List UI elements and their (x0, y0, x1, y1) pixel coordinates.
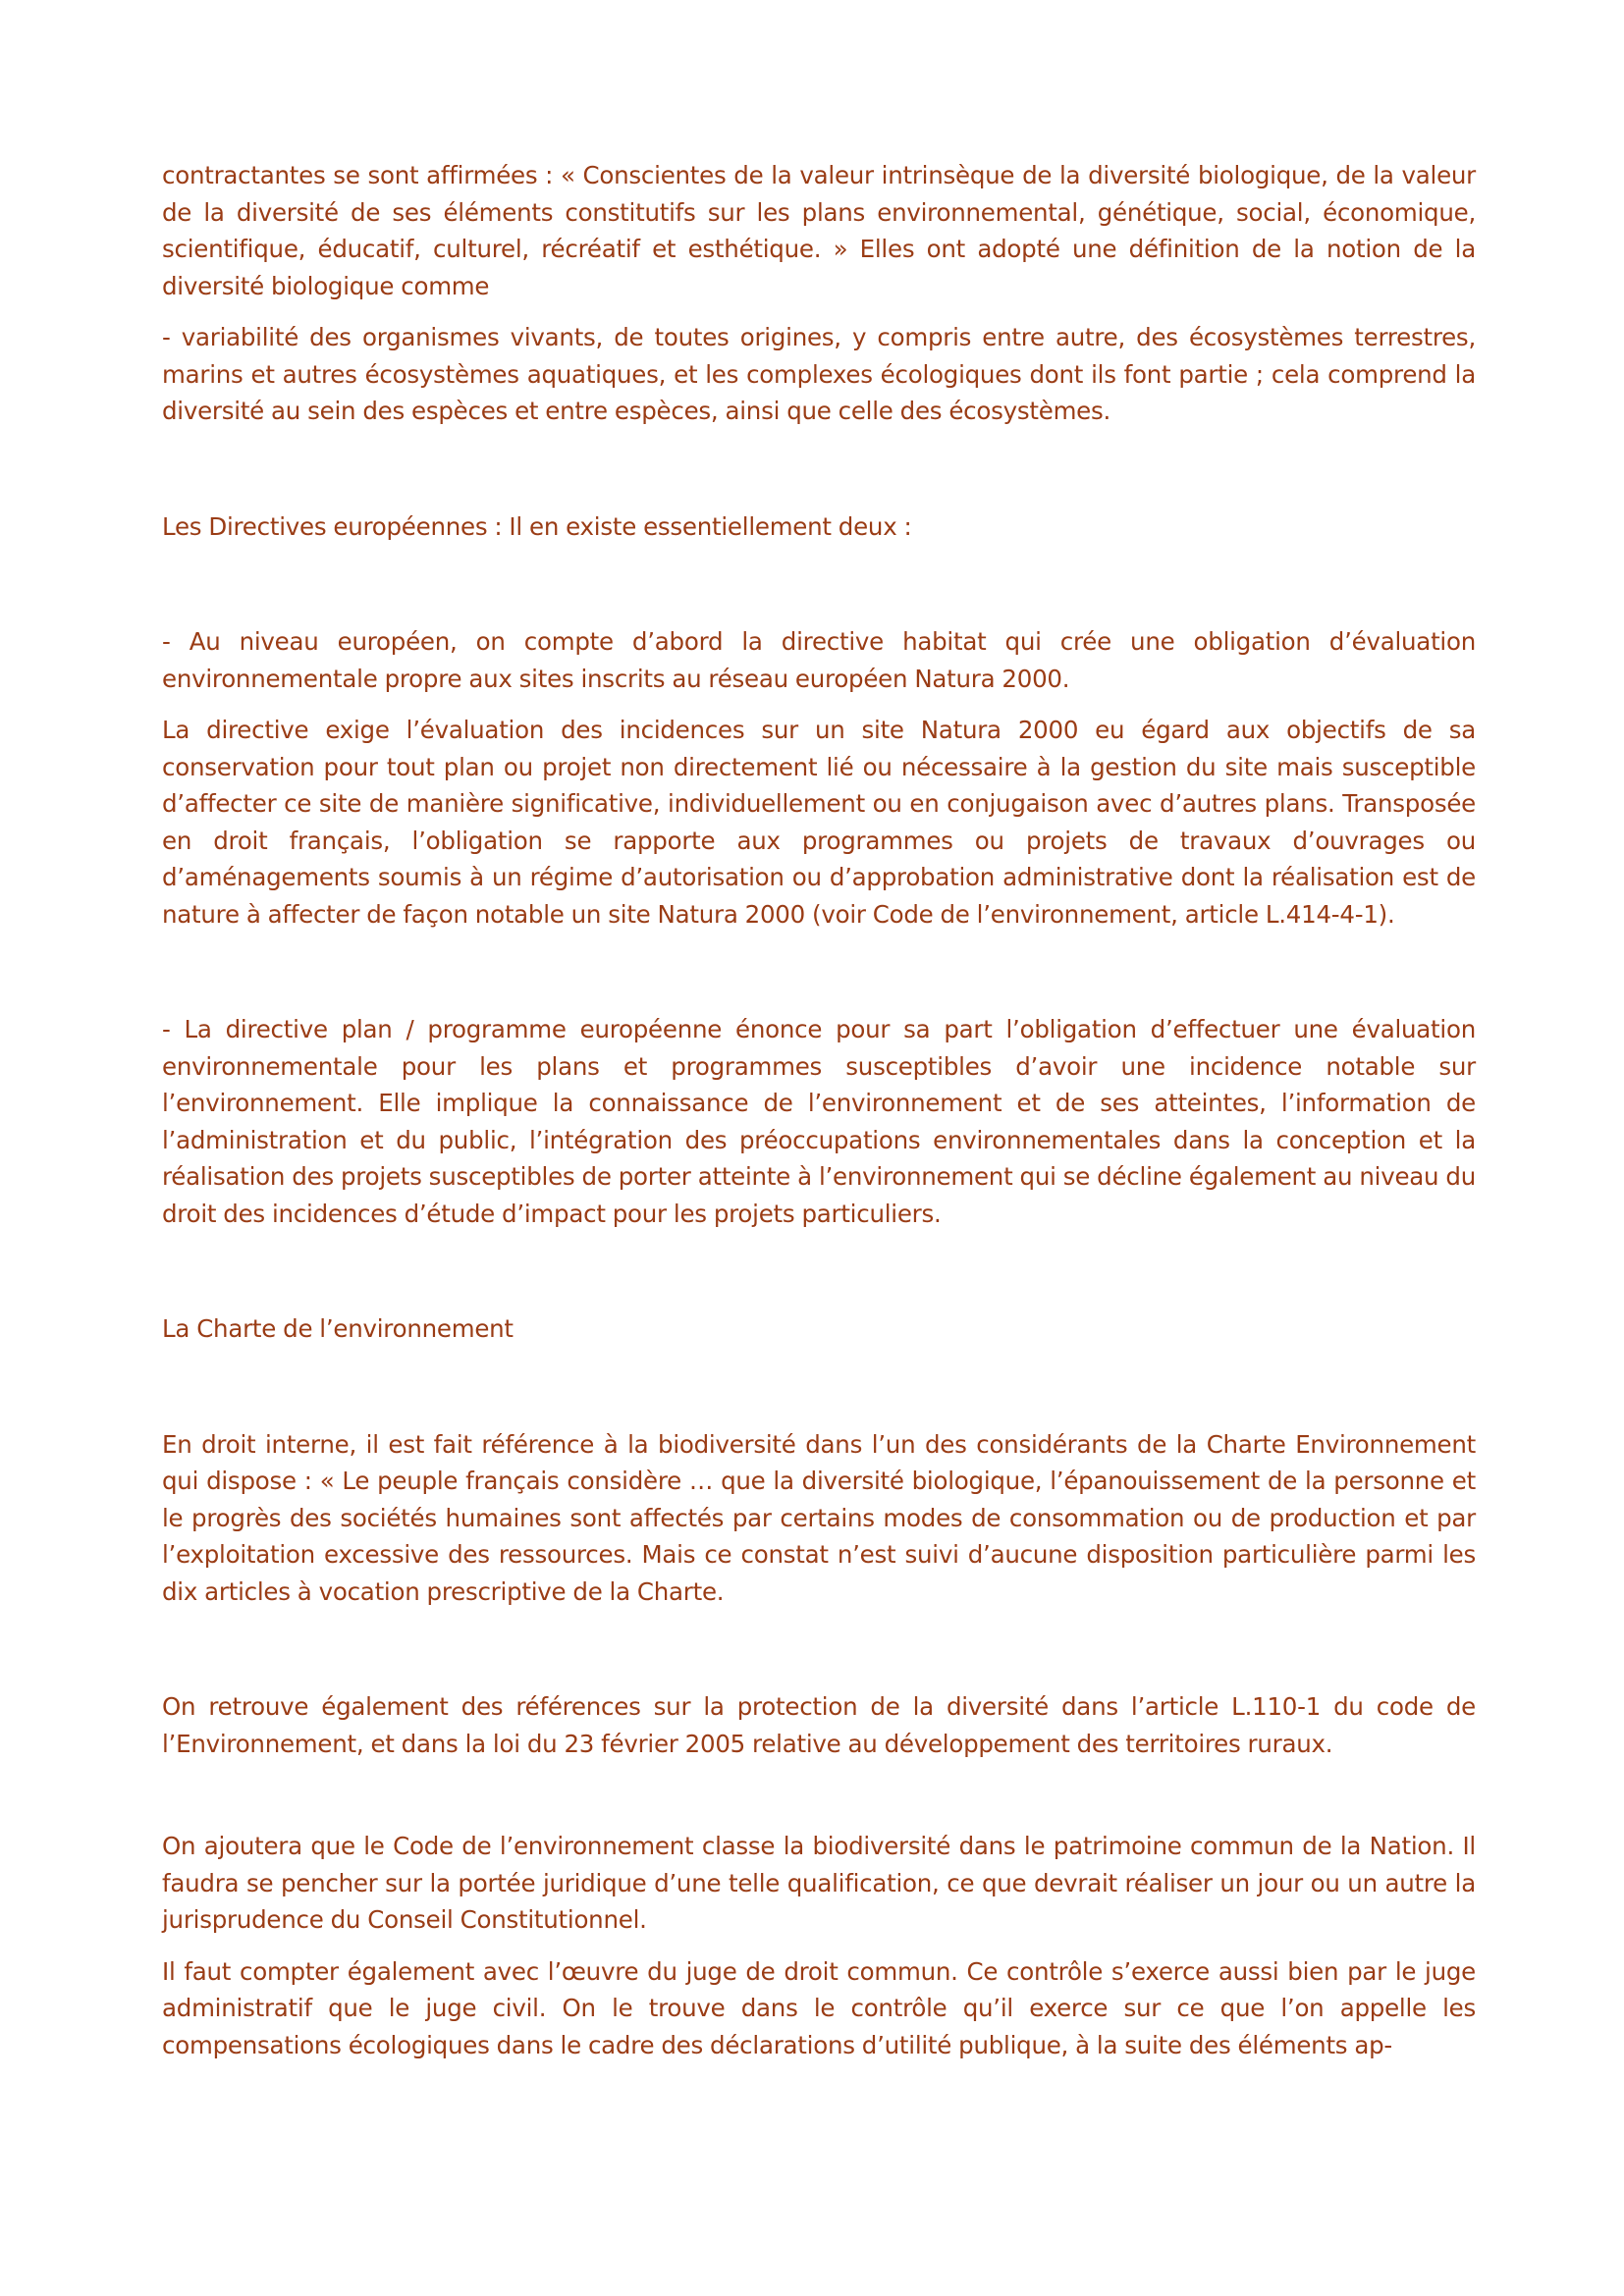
paragraph-charte: En droit interne, il est fait référence à la biodiversité dans l’un des considérants de la Charte Environnement qui dispose : « Le peuple français considère … que la diversité biologique, l’épanouissement de la personne et le progrès des sociétés humaines sont affectés par certains modes de consommation ou de production et par l’exploitation excessive des ressources. Mais ce constat n’est suivi d’aucune disposition particulière parmi les dix articles à vocation prescriptive de la Charte. (162, 1429, 1476, 1606)
heading-directives: Les Directives européennes : Il en existe essentiellement deux : (162, 511, 912, 541)
paragraph-plan-programme-directive: - La directive plan / programme européenne énonce pour sa part l’obligation d’effectuer une évaluation environnementale pour les plans et programmes susceptibles d’avoir une incidence notable sur l’environnement. Elle implique la connaissance de l’environnement et de ses atteintes, l’information de l’administration et du public, l’intégration des préoccupations environnementales dans la conception et la réalisation des projets susceptibles de porter atteinte à l’environnement qui se décline également au niveau du droit des incidences d’étude d’impact pour les projets particuliers. (162, 1015, 1476, 1228)
heading-charte: La Charte de l’environnement (162, 1314, 514, 1343)
paragraph-cbd-intro: contractantes se sont affirmées : « Conscientes de la valeur intrinsèque de la diversité biologique, de la valeur de la diversité de ses éléments constitutifs sur les plans environnemental, génétique, social, économique, scientifique, éducatif, culturel, récréatif et esthétique. » Elles ont adopté une définition de la notion de la diversité biologique comme (162, 161, 1476, 300)
paragraph-habitat-directive: - Au niveau européen, on compte d’abord la directive habitat qui crée une obligation d’évaluation environnementale propre aux sites inscrits au réseau européen Natura 2000. (162, 627, 1476, 693)
paragraph-patrimoine-commun: On ajoutera que le Code de l’environnement classe la biodiversité dans le patrimoine commun de la Nation. Il faudra se pencher sur la portée juridique d’une telle qualification, ce que devrait réaliser un jour ou un autre la jurisprudence du Conseil Constitutionnel. (162, 1832, 1476, 1934)
paragraph-natura-2000: La directive exige l’évaluation des incidences sur un site Natura 2000 eu égard aux objectifs de sa conservation pour tout plan ou projet non directement lié ou nécessaire à la gestion du site mais susceptible d’affecter ce site de manière significative, individuellement ou en conjugaison avec d’autres plans. Transposée en droit français, l’obligation se rapporte aux programmes ou projets de travaux d’ouvrages ou d’aménagements soumis à un régime d’autorisation ou d’approbation administrative dont la réalisation est de nature à affecter de façon notable un site Natura 2000 (voir Code de l’environnement, article L.414-4-1). (162, 716, 1476, 929)
paragraph-biodiversity-definition: - variabilité des organismes vivants, de toutes origines, y compris entre autre, des écosystèmes terrestres, marins et autres écosystèmes aquatiques, et les complexes écologiques dont ils font partie ; cela comprend la diversité au sein des espèces et entre espèces, ainsi que celle des écosystèmes. (162, 323, 1476, 425)
paragraph-code-environnement: On retrouve également des références sur la protection de la diversité dans l’article L.110-1 du code de l’Environnement, et dans la loi du 23 février 2005 relative au développement des territoires ruraux. (162, 1692, 1476, 1758)
paragraph-juge: Il faut compter également avec l’œuvre du juge de droit commun. Ce contrôle s’exerce aussi bien par le juge administratif que le juge civil. On le trouve dans le contrôle qu’il exerce sur ce que l’on appelle les compensations écologiques dans le cadre des déclarations d’utilité publique, à la suite des éléments ap- (162, 1956, 1476, 2059)
body-text (162, 157, 1476, 2063)
